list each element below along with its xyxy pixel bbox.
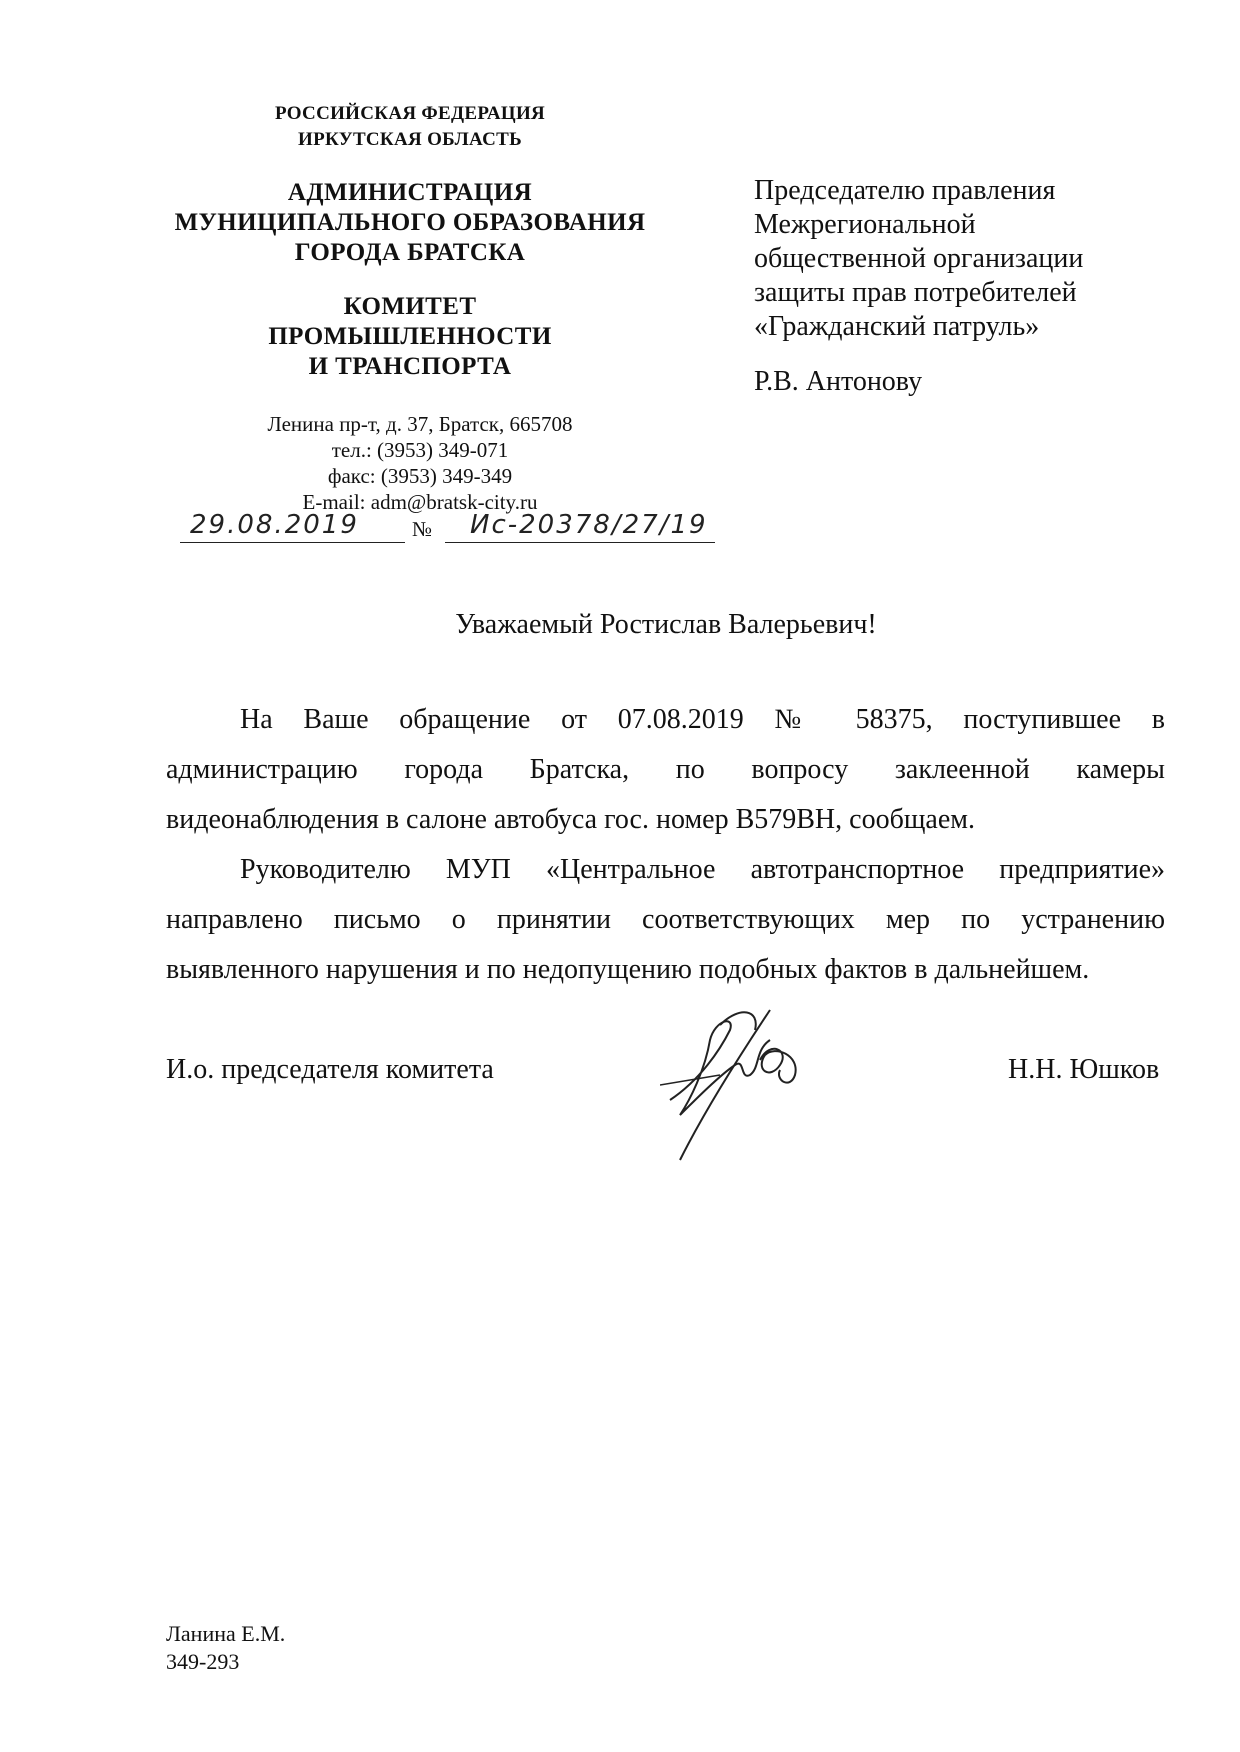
org-fax: факс: (3953) 349-349 bbox=[327, 464, 513, 488]
region-heading: ИРКУТСКАЯ ОБЛАСТЬ bbox=[298, 129, 522, 150]
committee-heading-2: ПРОМЫШЛЕННОСТИ bbox=[268, 323, 552, 350]
paragraph-2-line-3: выявленного нарушения и по недопущению подобных фактов в дальнейшем. bbox=[166, 954, 1090, 985]
recipient-line-2: Межрегиональной bbox=[754, 209, 976, 240]
org-phone: тел.: (3953) 349-071 bbox=[331, 438, 509, 462]
recipient-line-3: общественной организации bbox=[754, 243, 1084, 274]
committee-heading-1: КОМИТЕТ bbox=[343, 293, 477, 320]
number-underline bbox=[445, 542, 715, 543]
outgoing-number: Ис-20378/27/19 bbox=[470, 510, 708, 540]
recipient-name: Р.В. Антонову bbox=[754, 366, 923, 397]
recipient-line-4: защиты прав потребителей bbox=[754, 277, 1077, 308]
date-underline bbox=[180, 542, 405, 543]
handwritten-signature bbox=[660, 980, 840, 1170]
signatory-name: Н.Н. Юшков bbox=[1008, 1054, 1160, 1085]
paragraph-2-line-2: направлено письмо о принятии соответствующих мер по устранению bbox=[166, 904, 1165, 935]
admin-heading-1: АДМИНИСТРАЦИЯ bbox=[287, 179, 533, 206]
admin-heading-3: ГОРОДА БРАТСКА bbox=[294, 239, 526, 266]
admin-heading-2: МУНИЦИПАЛЬНОГО ОБРАЗОВАНИЯ bbox=[174, 209, 646, 236]
org-address: Ленина пр-т, д. 37, Братск, 665708 bbox=[267, 412, 573, 436]
number-label: № bbox=[412, 517, 433, 541]
paragraph-1-line-3: видеонаблюдения в салоне автобуса гос. номер В579ВН, сообщаем. bbox=[166, 804, 975, 835]
recipient-line-5: «Гражданский патруль» bbox=[754, 311, 1040, 342]
executor-name: Ланина Е.М. bbox=[166, 1621, 286, 1646]
signatory-position: И.о. председателя комитета bbox=[166, 1054, 494, 1085]
committee-heading-3: И ТРАНСПОРТА bbox=[308, 353, 512, 380]
outgoing-date: 29.08.2019 bbox=[190, 510, 359, 540]
greeting: Уважаемый Ростислав Валерьевич! bbox=[455, 609, 877, 640]
recipient-line-1: Председателю правления bbox=[754, 175, 1056, 206]
paragraph-1-line-2: администрацию города Братска, по вопросу заклеенной камеры bbox=[166, 754, 1165, 785]
executor-phone: 349-293 bbox=[166, 1649, 240, 1674]
country-heading: РОССИЙСКАЯ ФЕДЕРАЦИЯ bbox=[274, 103, 546, 124]
org-email: E-mail: adm@bratsk-city.ru bbox=[302, 490, 538, 514]
paragraph-1-line-1: На Ваше обращение от 07.08.2019 № 58375, поступившее в bbox=[240, 704, 1165, 735]
paragraph-2-line-1: Руководителю МУП «Центральное автотранспортное предприятие» bbox=[240, 854, 1165, 885]
